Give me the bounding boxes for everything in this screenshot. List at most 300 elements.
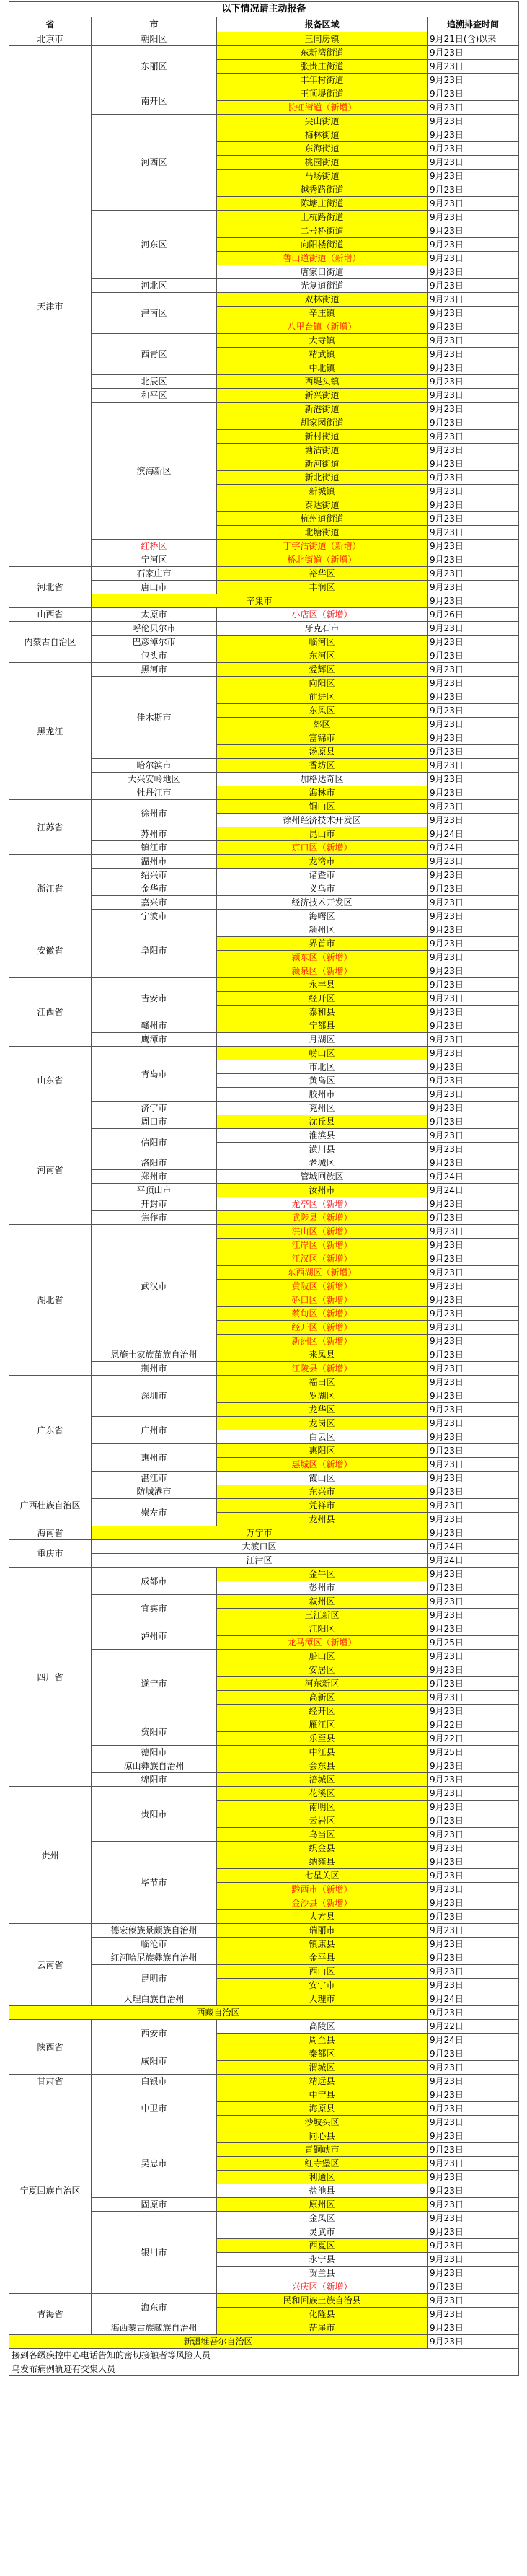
date-cell: 9月25日 [428, 1746, 519, 1759]
date-cell: 9月23日 [428, 1609, 519, 1622]
district-cell: 南明区 [217, 1801, 428, 1814]
province-cell: 河南省 [9, 1115, 92, 1225]
city-cell: 成都市 [92, 1568, 217, 1595]
date-cell: 9月24日 [428, 1554, 519, 1568]
note-cell: 乌发布病例轨迹有交集人员 [9, 2362, 519, 2376]
district-cell: 辛庄镇 [217, 307, 428, 320]
district-cell: 来凤县 [217, 1348, 428, 1362]
district-cell: 三江新区 [217, 1609, 428, 1622]
table-row [9, 663, 519, 677]
district-cell: 海曙区 [217, 910, 428, 923]
district-cell: 宁都县 [217, 1019, 428, 1033]
date-cell: 9月23日 [428, 1019, 519, 1033]
city-cell: 河西区 [92, 115, 217, 211]
table-row [9, 2335, 519, 2349]
date-cell: 9月23日 [428, 1896, 519, 1910]
city-cell: 徐州市 [92, 800, 217, 827]
district-cell: 金牛区 [217, 1568, 428, 1581]
date-cell: 9月23日 [428, 444, 519, 457]
date-cell: 9月23日 [428, 759, 519, 773]
district-cell: 界首市 [217, 937, 428, 951]
district-cell: 黄陂区（新增） [217, 1280, 428, 1293]
city-cell: 红桥区 [92, 540, 217, 553]
province-cell: 新疆维吾尔自治区 [9, 2335, 428, 2349]
date-cell: 9月23日 [428, 1910, 519, 1924]
district-cell: 金沙县（新增） [217, 1896, 428, 1910]
note-cell: 接到各级疾控中心电话告知的密切接触者等风险人员 [9, 2349, 519, 2362]
date-cell: 9月23日 [428, 197, 519, 211]
date-cell: 9月23日 [428, 1485, 519, 1499]
date-cell: 9月23日 [428, 622, 519, 636]
date-cell: 9月23日 [428, 2116, 519, 2129]
date-cell: 9月23日 [428, 649, 519, 663]
date-cell: 9月24日 [428, 827, 519, 841]
district-cell: 经济技术开发区 [217, 896, 428, 910]
date-cell: 9月23日 [428, 2335, 519, 2349]
district-cell: 洪山区（新增） [217, 1225, 428, 1239]
district-cell: 乐至县 [217, 1732, 428, 1746]
date-cell: 9月23日 [428, 553, 519, 567]
district-cell: 青铜峡市 [217, 2143, 428, 2157]
city-cell: 昆明市 [92, 1965, 217, 1992]
date-cell: 9月23日 [428, 2308, 519, 2321]
district-cell: 汝州市 [217, 1184, 428, 1197]
district-cell: 东兴市 [217, 1485, 428, 1499]
city-cell: 惠州市 [92, 1444, 217, 1472]
district-cell: 高新区 [217, 1691, 428, 1705]
table-body [9, 32, 519, 2349]
district-cell: 纳雍县 [217, 1855, 428, 1869]
district-cell: 龙湾市 [217, 855, 428, 869]
date-cell: 9月23日 [428, 1938, 519, 1951]
date-cell: 9月24日 [428, 1540, 519, 1554]
date-cell: 9月23日 [428, 1307, 519, 1321]
date-cell: 9月23日 [428, 882, 519, 896]
date-cell: 9月25日 [428, 1636, 519, 1650]
date-cell: 9月23日 [428, 128, 519, 142]
district-cell: 桥北街道（新增） [217, 553, 428, 567]
table-row [9, 1376, 519, 1389]
district-cell: 龙马潭区（新增） [217, 1636, 428, 1650]
date-cell: 9月23日 [428, 1513, 519, 1526]
date-cell: 9月23日 [428, 1006, 519, 1019]
district-cell: 香坊区 [217, 759, 428, 773]
date-cell: 9月23日 [428, 1842, 519, 1855]
date-cell: 9月23日 [428, 1705, 519, 1718]
header-row [9, 17, 519, 32]
date-cell: 9月23日 [428, 1773, 519, 1787]
city-cell: 泸州市 [92, 1622, 217, 1650]
date-cell: 9月23日 [428, 1225, 519, 1239]
table-row [9, 2020, 519, 2034]
date-cell: 9月23日 [428, 1458, 519, 1472]
district-cell: 民和回族土族自治县 [217, 2294, 428, 2308]
date-cell: 9月23日 [428, 2171, 519, 2184]
province-cell: 内蒙古自治区 [9, 622, 92, 663]
district-cell: 花溪区 [217, 1787, 428, 1801]
date-cell: 9月23日 [428, 923, 519, 937]
date-cell: 9月24日 [428, 841, 519, 855]
city-cell: 唐山市 [92, 581, 217, 594]
district-cell: 丰年村街道 [217, 74, 428, 87]
district-cell: 大方县 [217, 1910, 428, 1924]
district-cell: 白云区 [217, 1430, 428, 1444]
date-cell: 9月23日 [428, 814, 519, 827]
city-cell: 咸阳市 [92, 2047, 217, 2075]
date-cell: 9月23日 [428, 1376, 519, 1389]
date-cell: 9月23日 [428, 1855, 519, 1869]
table-row [9, 1526, 519, 1540]
province-cell: 北京市 [9, 32, 92, 46]
date-cell: 9月23日 [428, 2239, 519, 2253]
date-cell: 9月23日 [428, 978, 519, 992]
date-cell: 9月23日 [428, 2280, 519, 2294]
city-cell: 洛阳市 [92, 1156, 217, 1170]
district-cell: 武陟县（新增） [217, 1211, 428, 1225]
province-cell: 天津市 [9, 46, 92, 567]
city-cell: 津南区 [92, 293, 217, 334]
date-cell: 9月23日 [428, 224, 519, 238]
district-cell: 彭州市 [217, 1581, 428, 1595]
city-cell: 巴彦淖尔市 [92, 636, 217, 649]
date-cell: 9月23日 [428, 1595, 519, 1609]
date-cell: 9月23日 [428, 348, 519, 361]
date-cell: 9月23日 [428, 1787, 519, 1801]
date-cell: 9月23日 [428, 1951, 519, 1965]
date-cell: 9月23日 [428, 1759, 519, 1773]
province-cell: 江苏省 [9, 800, 92, 855]
district-cell: 新北街道 [217, 471, 428, 485]
province-cell: 安徽省 [9, 923, 92, 978]
district-cell: 裕华区 [217, 567, 428, 581]
district-cell: 东新湾街道 [217, 46, 428, 60]
date-cell: 9月23日 [428, 170, 519, 183]
district-cell: 叙州区 [217, 1595, 428, 1609]
district-cell: 东海街道 [217, 142, 428, 156]
date-cell: 9月23日 [428, 238, 519, 252]
date-cell: 9月23日 [428, 1979, 519, 1992]
date-cell: 9月23日 [428, 2212, 519, 2225]
district-cell: 永丰县 [217, 978, 428, 992]
district-cell: 瑞丽市 [217, 1924, 428, 1938]
city-cell: 哈尔滨市 [92, 759, 217, 773]
date-cell: 9月23日 [428, 74, 519, 87]
district-cell: 江陵县（新增） [217, 1362, 428, 1376]
header-date: 追溯排查时间 [428, 17, 519, 32]
city-cell: 湛江市 [92, 1472, 217, 1485]
city-cell: 绍兴市 [92, 869, 217, 882]
date-cell: 9月23日 [428, 471, 519, 485]
date-cell: 9月23日 [428, 430, 519, 444]
district-cell: 潢川县 [217, 1143, 428, 1156]
date-cell: 9月23日 [428, 60, 519, 74]
date-cell: 9月23日 [428, 937, 519, 951]
district-cell: 上杭路街道 [217, 211, 428, 224]
district-cell: 惠城区（新增） [217, 1458, 428, 1472]
city-cell: 深圳市 [92, 1376, 217, 1417]
district-cell: 黄岛区 [217, 1074, 428, 1088]
province-cell: 海南省 [9, 1526, 92, 1540]
city-cell: 宜宾市 [92, 1595, 217, 1622]
city-cell: 佳木斯市 [92, 677, 217, 759]
date-cell: 9月23日 [428, 2047, 519, 2061]
district-cell: 金平县 [217, 1951, 428, 1965]
province-cell: 宁夏回族自治区 [9, 2088, 92, 2294]
district-cell: 黔西市（新增） [217, 1883, 428, 1896]
city-cell: 南开区 [92, 87, 217, 115]
date-cell: 9月23日 [428, 800, 519, 814]
province-cell: 黑龙江 [9, 663, 92, 800]
date-cell: 9月23日 [428, 1156, 519, 1170]
table-row [9, 978, 519, 992]
district-cell: 龙亭区（新增） [217, 1197, 428, 1211]
district-cell: 万宁市 [92, 1526, 428, 1540]
district-cell: 东河区 [217, 649, 428, 663]
date-cell: 9月23日 [428, 855, 519, 869]
table-title: 以下情况请主动报备 [9, 2, 519, 17]
district-cell: 兴庆区（新增） [217, 2280, 428, 2294]
city-cell: 德宏傣族景颇族自治州 [92, 1924, 217, 1938]
district-cell: 安宁市 [217, 1979, 428, 1992]
date-cell: 9月23日 [428, 361, 519, 375]
date-cell: 9月23日 [428, 1143, 519, 1156]
date-cell: 9月23日 [428, 2294, 519, 2308]
city-cell: 信阳市 [92, 1129, 217, 1156]
city-cell: 凉山彝族自治州 [92, 1759, 217, 1773]
city-cell: 吉安市 [92, 978, 217, 1019]
district-cell: 雁江区 [217, 1718, 428, 1732]
date-cell: 9月23日 [428, 115, 519, 128]
district-cell: 海林市 [217, 786, 428, 800]
date-cell: 9月23日 [428, 567, 519, 581]
district-cell: 丰润区 [217, 581, 428, 594]
date-cell: 9月23日 [428, 46, 519, 60]
date-cell: 9月23日 [428, 1102, 519, 1115]
date-cell: 9月23日 [428, 142, 519, 156]
date-cell: 9月23日 [428, 293, 519, 307]
province-cell: 贵州 [9, 1787, 92, 1924]
table-row [9, 46, 519, 60]
province-cell: 湖北省 [9, 1225, 92, 1376]
district-cell: 灵武市 [217, 2225, 428, 2239]
date-cell: 9月23日 [428, 1239, 519, 1252]
district-cell: 泰达街道 [217, 498, 428, 512]
date-cell: 9月23日 [428, 512, 519, 526]
date-cell: 9月23日 [428, 416, 519, 430]
date-cell: 9月23日 [428, 2267, 519, 2280]
table-row [9, 622, 519, 636]
date-cell: 9月22日 [428, 2020, 519, 2034]
district-cell: 大寺镇 [217, 334, 428, 348]
date-cell: 9月23日 [428, 485, 519, 498]
district-cell: 江岸区（新增） [217, 1239, 428, 1252]
city-cell: 临沧市 [92, 1938, 217, 1951]
date-cell: 9月23日 [428, 2102, 519, 2116]
date-cell: 9月23日 [428, 1472, 519, 1485]
city-cell: 固原市 [92, 2198, 217, 2212]
district-cell: 铜山区 [217, 800, 428, 814]
city-cell: 河东区 [92, 211, 217, 279]
date-cell: 9月23日 [428, 2088, 519, 2102]
district-cell: 凭祥市 [217, 1499, 428, 1513]
province-cell: 浙江省 [9, 855, 92, 923]
date-cell: 9月23日 [428, 1060, 519, 1074]
district-cell: 东西湖区（新增） [217, 1266, 428, 1280]
date-cell: 9月23日 [428, 2225, 519, 2239]
date-cell: 9月22日 [428, 1732, 519, 1746]
district-cell: 涪城区 [217, 1773, 428, 1787]
date-cell: 9月23日 [428, 690, 519, 704]
date-cell: 9月21日(含)以来 [428, 32, 519, 46]
table-row [9, 1225, 519, 1239]
date-cell: 9月23日 [428, 2061, 519, 2075]
province-cell: 陕西省 [9, 2020, 92, 2075]
district-cell: 月湖区 [217, 1033, 428, 1047]
district-cell: 八里台镇（新增） [217, 320, 428, 334]
date-cell: 9月23日 [428, 101, 519, 115]
date-cell: 9月23日 [428, 910, 519, 923]
date-cell: 9月23日 [428, 1622, 519, 1636]
date-cell: 9月23日 [428, 1129, 519, 1143]
city-cell: 包头市 [92, 649, 217, 663]
city-cell: 恩施土家族苗族自治州 [92, 1348, 217, 1362]
district-cell: 颍东区（新增） [217, 951, 428, 964]
district-cell: 会东县 [217, 1759, 428, 1773]
district-cell: 利通区 [217, 2171, 428, 2184]
district-cell: 船山区 [217, 1650, 428, 1663]
date-cell: 9月23日 [428, 1348, 519, 1362]
date-cell: 9月23日 [428, 964, 519, 978]
date-cell: 9月23日 [428, 1568, 519, 1581]
city-cell: 朝阳区 [92, 32, 217, 46]
date-cell: 9月23日 [428, 2129, 519, 2143]
district-cell: 大渡口区 [92, 1540, 428, 1554]
header-province: 省 [9, 17, 92, 32]
district-cell: 沈丘县 [217, 1115, 428, 1129]
table-row [9, 2294, 519, 2308]
district-cell: 永宁县 [217, 2253, 428, 2267]
date-cell: 9月23日 [428, 1924, 519, 1938]
table-row [9, 2075, 519, 2088]
city-cell: 呼伦贝尔市 [92, 622, 217, 636]
city-cell: 吴忠市 [92, 2129, 217, 2198]
district-cell: 老城区 [217, 1156, 428, 1170]
district-cell: 河东新区 [217, 1677, 428, 1691]
district-cell: 大理市 [217, 1992, 428, 2006]
district-cell: 胡家园街道 [217, 416, 428, 430]
date-cell: 9月23日 [428, 951, 519, 964]
date-cell: 9月23日 [428, 786, 519, 800]
date-cell: 9月23日 [428, 1650, 519, 1663]
date-cell: 9月23日 [428, 265, 519, 279]
district-cell: 霞山区 [217, 1472, 428, 1485]
date-cell: 9月23日 [428, 2157, 519, 2171]
district-cell: 新兴街道 [217, 389, 428, 403]
date-cell: 9月23日 [428, 1321, 519, 1335]
district-cell: 镇康县 [217, 1938, 428, 1951]
city-cell: 赣州市 [92, 1019, 217, 1033]
city-cell: 西青区 [92, 334, 217, 375]
city-cell: 阜阳市 [92, 923, 217, 978]
district-cell: 红寺堡区 [217, 2157, 428, 2171]
date-cell: 9月23日 [428, 87, 519, 101]
district-cell: 精武镇 [217, 348, 428, 361]
district-cell: 化隆县 [217, 2308, 428, 2321]
table-row [9, 855, 519, 869]
date-cell: 9月23日 [428, 1088, 519, 1102]
date-cell: 9月23日 [428, 2006, 519, 2020]
district-cell: 汤原县 [217, 745, 428, 759]
header-city: 市 [92, 17, 217, 32]
city-cell: 贵阳市 [92, 1787, 217, 1842]
city-cell: 郑州市 [92, 1170, 217, 1184]
city-cell: 北辰区 [92, 375, 217, 389]
district-cell: 周至县 [217, 2034, 428, 2047]
city-cell: 鹰潭市 [92, 1033, 217, 1047]
date-cell: 9月23日 [428, 2184, 519, 2198]
date-cell: 9月23日 [428, 718, 519, 731]
date-cell: 9月23日 [428, 773, 519, 786]
city-cell: 镇江市 [92, 841, 217, 855]
province-cell: 山西省 [9, 608, 92, 622]
date-cell: 9月23日 [428, 526, 519, 540]
city-cell: 济宁市 [92, 1102, 217, 1115]
date-cell: 9月23日 [428, 869, 519, 882]
city-cell: 白银市 [92, 2075, 217, 2088]
date-cell: 9月23日 [428, 307, 519, 320]
date-cell: 9月23日 [428, 279, 519, 293]
city-cell: 海西蒙古族藏族自治州 [92, 2321, 217, 2335]
district-cell: 丁字沽街道（新增） [217, 540, 428, 553]
district-cell: 西夏区 [217, 2239, 428, 2253]
city-cell: 银川市 [92, 2212, 217, 2294]
district-cell: 云岩区 [217, 1814, 428, 1828]
city-cell: 宁河区 [92, 553, 217, 567]
date-cell: 9月23日 [428, 594, 519, 608]
district-cell: 颍州区 [217, 923, 428, 937]
city-cell: 大兴安岭地区 [92, 773, 217, 786]
date-cell: 9月23日 [428, 457, 519, 471]
table-row [9, 567, 519, 581]
district-cell: 同心县 [217, 2129, 428, 2143]
city-cell: 绵阳市 [92, 1773, 217, 1787]
date-cell: 9月23日 [428, 2253, 519, 2267]
province-cell: 西藏自治区 [9, 2006, 428, 2020]
date-cell: 9月23日 [428, 1335, 519, 1348]
province-cell: 河北省 [9, 567, 92, 608]
city-cell: 青岛市 [92, 1047, 217, 1102]
city-cell: 周口市 [92, 1115, 217, 1129]
table-row [9, 2006, 519, 2020]
date-cell: 9月23日 [428, 183, 519, 197]
district-cell: 胶州市 [217, 1088, 428, 1102]
table-row [9, 800, 519, 814]
district-cell: 高陵区 [217, 2020, 428, 2034]
district-cell: 新河街道 [217, 457, 428, 471]
district-cell: 三间房镇 [217, 32, 428, 46]
district-cell: 靖远县 [217, 2075, 428, 2088]
district-cell: 张贵庄街道 [217, 60, 428, 74]
table-row [9, 1924, 519, 1938]
city-cell: 和平区 [92, 389, 217, 403]
city-cell: 遂宁市 [92, 1650, 217, 1718]
district-cell: 中宁县 [217, 2088, 428, 2102]
district-cell: 牙克石市 [217, 622, 428, 636]
district-cell: 七星关区 [217, 1869, 428, 1883]
table-row [9, 1568, 519, 1581]
district-cell: 罗湖区 [217, 1389, 428, 1403]
report-table [9, 1, 519, 2376]
